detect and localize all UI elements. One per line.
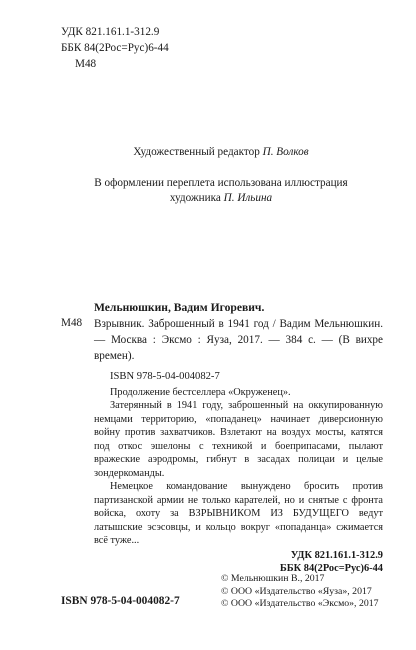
annotation-paragraph: Немецкое командование вынуждено бросить против партизанской армии не только карателей, но и снятые с фронта войска, охоту за ВЗРЫВНИКОМ ИЗ БУДУЩЕГО ведут латышские эсэсовцы, и кольцо вокруг «попаданца» сжимается всё туже... bbox=[94, 481, 383, 547]
cover-line-2: художника П. Ильина bbox=[169, 192, 273, 204]
isbn-line: ISBN 978-5-04-004082-7 bbox=[110, 370, 220, 382]
cover-credit bbox=[61, 176, 381, 206]
author-code: М48 bbox=[61, 317, 83, 329]
bibliographic-description: Взрывник. Заброшенный в 1941 год / Вадим Мельнюшкин. — Москва : Эксмо : Яуза, 2017. — 384 с. — (В вихре времен). bbox=[94, 318, 383, 363]
editor-prefix: Художественный редактор bbox=[133, 146, 263, 158]
udk-code: УДК 821.161.1-312.9 bbox=[61, 26, 160, 38]
copyright-block bbox=[221, 573, 379, 611]
classification-block bbox=[61, 24, 169, 72]
copyright-line: © ООО «Издательство «Эксмо», 2017 bbox=[221, 598, 379, 609]
cover-artist: П. Ильина bbox=[223, 192, 273, 204]
footer-udk: УДК 821.161.1-312.9 bbox=[290, 549, 383, 561]
footer-bbk: ББК 84(2Рос=Рус)6-44 bbox=[279, 562, 383, 574]
art-editor-credit bbox=[61, 145, 381, 160]
annotation bbox=[94, 386, 383, 548]
author-heading: Мельнюшкин, Вадим Игоревич. bbox=[94, 301, 265, 314]
annotation-paragraph: Затерянный в 1941 году, заброшенный на оккупированную немцами территорию, «попаданец» начинает диверсионную войну против захватчиков. Взлетают на воздух мосты, катятся под откос эшелоны с техникой и боеприпасами, пылают вражеские аэродромы, гибнут в засадах полицаи и целые зондеркоманды. bbox=[94, 400, 383, 479]
isbn-footer: ISBN 978-5-04-004082-7 bbox=[61, 595, 180, 607]
copyright-line: © Мельнюшкин В., 2017 bbox=[221, 573, 325, 584]
bibliographic-record bbox=[61, 300, 383, 575]
editor-name: П. Волков bbox=[262, 146, 309, 158]
footer-classification bbox=[61, 549, 383, 575]
copyright-line: © ООО «Издательство «Яуза», 2017 bbox=[221, 585, 372, 597]
bbk-code: ББК 84(2Рос=Рус)6-44 bbox=[61, 42, 169, 54]
author-mark: М48 bbox=[75, 58, 97, 70]
cover-line-1: В оформлении переплета использована иллюстрация bbox=[94, 177, 348, 189]
annotation-paragraph: Продолжение бестселлера «Окруженец». bbox=[110, 386, 291, 398]
